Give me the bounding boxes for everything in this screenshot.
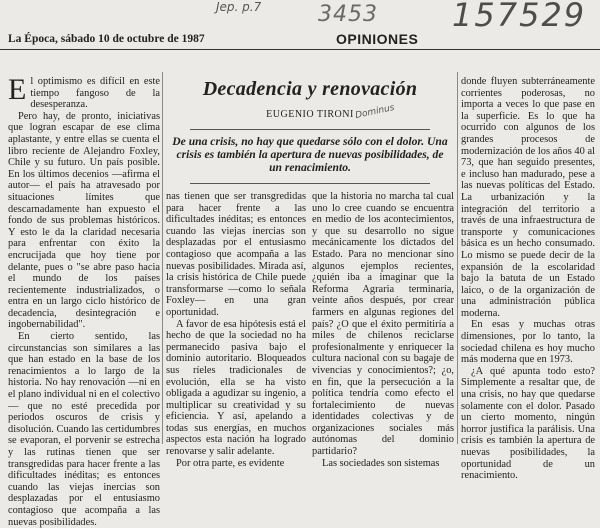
column-divider: [457, 72, 458, 444]
article-title: Decadencia y renovación: [202, 78, 418, 100]
paragraph: l optimismo es difícil en este tiempo fangoso de la desesperanza.: [30, 76, 160, 111]
article-column-1: [8, 73, 160, 528]
paragraph: Las sociedades son sistemas: [322, 457, 440, 469]
section-title: OPINIONES: [336, 31, 419, 47]
paragraph: A favor de esa hipótesis está el hecho de que la sociedad no ha permanecido pasiva bajo el dominio autoritario. Bloqueados sus ríeles tradicionales de evolución, ella se ha visto obligada a agudizar su ingenio, a multiplicar su creatividad y su eficiencia. Y así, apelando a todas sus energías, en muchos aspectos esta nación ha logrado renovarse y salir adelante.: [166, 318, 306, 458]
article-column-2: [166, 191, 306, 469]
paragraph: ¿A qué apunta todo esto? Simplemente a resaltar que, de una crisis, no hay que quedarse solamente con el dolor. Pasado un cierto momento, ningún horror justifica la parálisis. Una crisis es también la apertura de nuevas posibilidades, la oportunidad de un renacimiento.: [461, 365, 595, 482]
paragraph: nas tienen que ser transgredidas para hacer frente a las dificultades inéditas; es entonces cuando las viejas inercias son desplazadas por el entusiasmo contagioso que acompaña a las nuevas posibilidades. Mirada así, la crisis histórica de Chile puede transformarse —como lo señala Foxley— en una gran oportunidad.: [166, 191, 306, 318]
paragraph: En esas y muchas otras dimensiones, por lo tanto, la sociedad chilena es hoy mucho más moderna que en 1973.: [461, 319, 595, 366]
article-column-3: [312, 191, 454, 469]
paragraph: Pero hay, de pronto, iniciativas que logran escapar de ese clima aplastante, y entre ellas se cuenta el libro reciente de Alejandro Foxley, Chile y su futuro. Un país posible. En los últimos decenios —afirma el autor— el país ha atravesado por situaciones límites que descarnadamente han expuesto el fondo de sus problemas históricos. Y esto le da la claridad necesaria para enfrentar con éxito la encrucijada que hoy tiene por delante, pues o "se abre paso hacia el mundo de los países recientemente industrializados, o entra en un largo ciclo histórico de decadencia, desintegración e ingobernabilidad".: [8, 110, 160, 331]
paragraph: donde fluyen subterráneamente corrientes poderosas, no importa a veces lo que pase en la superficie. Es lo que ha ocurrido con algunos de los grandes procesos de modernización de los años 40 al 73, que han seguido presentes, e incluso han madurado, pese a las nuevas políticas del Estado. La urbanización y la integración del territorio a través de una infraestructura de transporte y comunicaciones básica es un hecho consumado. Lo mismo se puede decir de la expansión de la escolaridad bajo la batuta de un Estado laico, o de la organización de una administración pública moderna.: [461, 76, 595, 319]
handwritten-note: Dominus: [354, 102, 396, 122]
article-author: EUGENIO TIRONI: [266, 109, 354, 120]
handwritten-code: 3453: [318, 2, 378, 27]
article-column-4: [461, 76, 595, 482]
lead-rule-bottom: [190, 183, 430, 184]
paragraph: que la historia no marcha tal cual uno lo cree cuando se encuentra en medio de los acontecimientos, y que su desarrollo no sigue mecánicamente los dictados del Estado. Para no mencionar sino algunos ejemplos recientes, ¿quién iba a imaginar que la Reforma Agraria terminaría, veinte años después, por crear farmers en algunas regiones del país? ¿O que el éxito permitiría a miles de chilenos reciclarse profesionalmente y enriquecer la cultura nacional con su bagaje de vivencias y conocimientos?; ¿o, en fin, que la persecución a la política tendría como efecto el fortalecimiento de nuevas identidades colectivas y de organizaciones sociales más autónomas del dominio partidario?: [312, 191, 454, 458]
paragraph: En cierto sentido, las circunstancias son similares a las que han estado en la base de los renacimientos a lo largo de la historia. No hay renovación —ni en el plano individual ni en el colectivo— que no esté precedida por periodos oscuros de crisis y disolución. Cuando las certidumbres se evaporan, el porvenir se estrecha y las rutinas tienen que ser transgredidas para hacer frente a las dificultades inéditas; es entonces cuando las viejas inercias son desplazadas por el entusiasmo contagioso que acompaña a las nuevas posibilidades.: [8, 331, 160, 528]
handwritten-archive-number: 157529: [452, 0, 587, 34]
lead-rule-top: [190, 129, 430, 130]
handwritten-ref: Jep. p.7: [216, 0, 262, 14]
masthead: [0, 33, 600, 50]
article-lead: De una crisis, no hay que quedarse sólo con el dolor. Una crisis es también la apertura de nuevas posibilidades, de un renacimiento.: [172, 135, 448, 174]
publication-date: La Época, sábado 10 de octubre de 1987: [8, 33, 205, 45]
column-divider: [162, 72, 163, 444]
paragraph: Por otra parte, es evidente: [176, 457, 285, 469]
drop-cap: E: [8, 73, 27, 106]
